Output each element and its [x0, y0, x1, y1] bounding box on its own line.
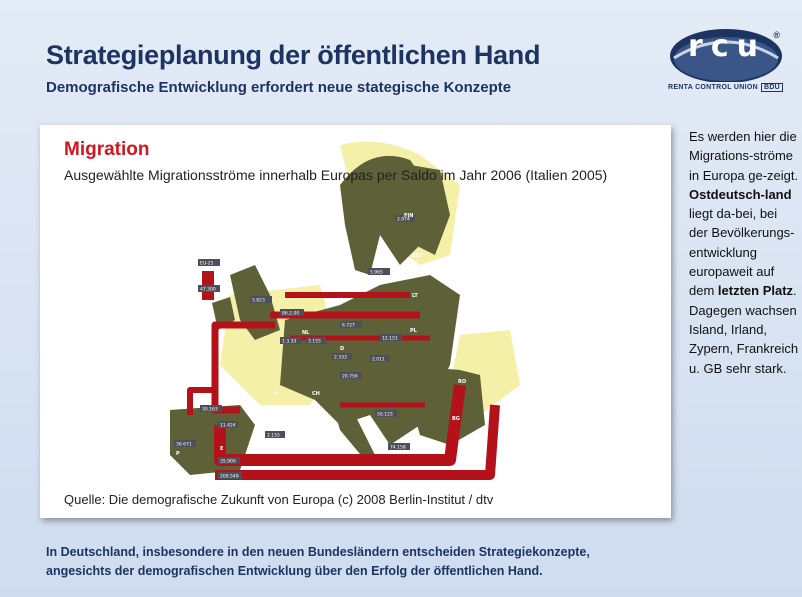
- figure-source: Quelle: Die demografische Zukunft von Europa (c) 2008 Berlin-Institut / dtv: [64, 492, 494, 507]
- flow-label: EU-25: [200, 261, 214, 267]
- sidebar-middle: liegt da-bei, bei der Bevölkerungs-entwicklung europaweit auf dem: [689, 206, 795, 299]
- slide-subtitle: Demografische Entwicklung erfordert neue stategische Konzepte: [46, 79, 512, 96]
- rcu-logo: [668, 26, 786, 100]
- flow-label: 47.300: [200, 287, 216, 293]
- footer-line-1: In Deutschland, insbesondere in den neuen Bundesländern entscheiden Strategiekonzepte,: [46, 545, 590, 559]
- flow-label: 6.727: [342, 323, 355, 329]
- country-code: CH: [312, 391, 320, 397]
- flow-label: 5.965: [370, 270, 383, 276]
- logo-registered-mark: ®: [773, 30, 780, 40]
- flow-label: 12.151: [382, 336, 398, 342]
- country-code: LT: [412, 293, 418, 299]
- footer-statement: [46, 543, 686, 581]
- sidebar-text: [689, 127, 799, 378]
- flow-label: 2.333: [334, 355, 347, 361]
- logo-brand-text: rcu: [688, 29, 766, 64]
- europe-migration-map: [40, 125, 671, 518]
- footer-line-2: angesichts der demografischen Entwicklung über den Erfolg der öffentlichen Hand.: [46, 564, 543, 578]
- flow-label: 5.823: [252, 298, 265, 304]
- flow-label: 209.549: [220, 474, 239, 480]
- country-code: RO: [458, 379, 467, 385]
- flow-label: 11.424: [220, 423, 236, 429]
- sidebar-emphasis-last-place: letzten Platz: [717, 283, 794, 299]
- country-code: E: [220, 446, 224, 452]
- country-code: NL: [302, 330, 310, 336]
- country-code: P: [176, 451, 180, 457]
- figure-caption: Ausgewählte Migrationsströme innerhalb Europas per Saldo im Jahr 2006 (Italien 2005): [64, 167, 608, 183]
- migration-figure: [40, 125, 671, 518]
- slide-title: Strategieplanung der öffentlichen Hand: [46, 40, 541, 70]
- flow-label: 35.900: [220, 459, 236, 465]
- country-code: EST: [412, 253, 423, 259]
- flow-label: 74.158: [390, 445, 406, 451]
- country-code: BG: [452, 416, 460, 422]
- sidebar-intro: Es werden hier die Migrations-ströme in Europa ge-zeigt.: [689, 129, 799, 183]
- logo-tagline: [668, 83, 781, 92]
- logo-badge: BDU: [761, 83, 783, 92]
- sidebar-outro: . Dagegen wachsen Island, Irland, Zypern, Frankreich u. GB sehr stark.: [689, 283, 799, 376]
- logo-tagline-text: RENTA CONTROL UNION: [668, 84, 758, 91]
- country-code: FIN: [404, 213, 414, 219]
- flow-label: 1.3.33: [282, 339, 297, 345]
- sidebar-emphasis-east-germany: Ostdeutsch-land: [689, 186, 792, 202]
- flow-label: 2.011: [372, 357, 385, 363]
- country-code: F: [274, 391, 278, 397]
- country-code: IRL: [206, 316, 215, 322]
- flow-label: 50.123: [377, 412, 393, 418]
- figure-heading: Migration: [64, 139, 150, 160]
- flow-label: 86.2.00: [282, 311, 300, 317]
- flow-label: 2.974: [397, 217, 410, 223]
- country-code: PL: [410, 328, 417, 334]
- country-code: D: [340, 346, 345, 352]
- flow-label: 30.163: [202, 407, 218, 413]
- flow-label: 20.756: [342, 374, 358, 380]
- flow-label: 3.155: [308, 339, 321, 345]
- flow-label: 2.155: [267, 433, 280, 439]
- flow-label: 36.671: [176, 442, 192, 448]
